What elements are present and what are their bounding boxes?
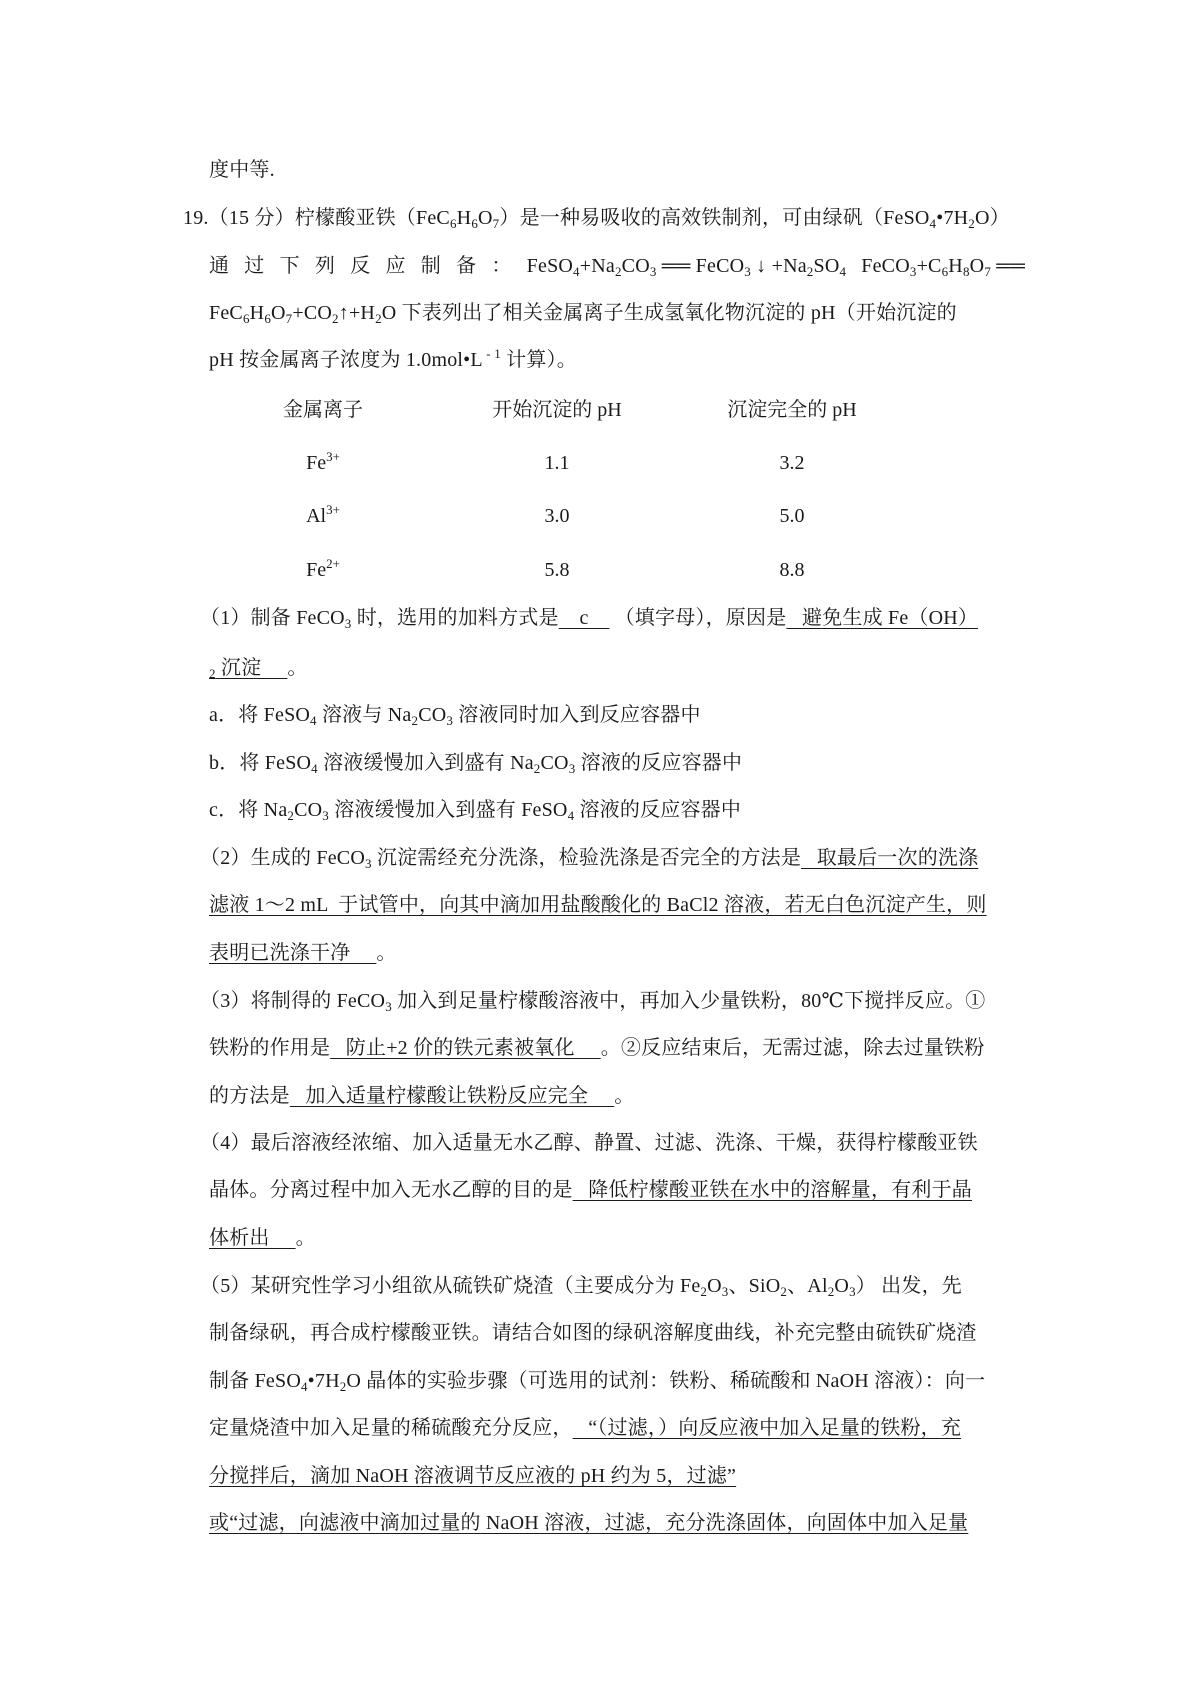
text: CO: [621, 255, 650, 277]
text: FeSO: [526, 255, 574, 277]
subscript: 4: [300, 1379, 308, 1394]
part-3-line-3: [209, 1082, 1029, 1110]
text: 溶液缓慢加入到盛有 Na: [317, 752, 534, 774]
text: 反: [350, 255, 371, 277]
text: H: [249, 302, 265, 324]
text: 柠檬酸亚铁（FeC: [294, 207, 450, 229]
equation-1: [527, 252, 847, 280]
question-19-intro-line-3: [209, 299, 1029, 327]
answer-blank: “（过滤，）向反应液中加入足量的铁粉，充: [572, 1417, 962, 1439]
answer-blank: 体析出: [209, 1227, 296, 1249]
text: 计算）。: [500, 349, 577, 371]
subscript: 3: [364, 856, 372, 871]
subscript: 6: [941, 264, 949, 279]
subscript: 6: [449, 216, 457, 231]
text: （1）制备 FeCO: [200, 607, 345, 629]
text: c．将 Na: [209, 799, 288, 821]
subscript: 2: [339, 1379, 347, 1394]
subscript: 4: [310, 713, 317, 728]
subscript: 2: [806, 264, 814, 279]
answer-blank: c: [558, 607, 610, 629]
subscript: 7: [285, 311, 293, 326]
text: 制: [420, 255, 441, 277]
subscript: 6: [264, 311, 272, 326]
option-c: [209, 796, 1029, 824]
text: 晶体。分离过程中加入无水乙醇的目的是: [209, 1179, 573, 1201]
table-header-complete-ph: 沉淀完全的 pH: [727, 399, 857, 421]
subscript: 4: [567, 808, 575, 823]
text: CO: [294, 799, 323, 821]
text: ══ FeCO: [656, 255, 745, 277]
text: O: [707, 1275, 722, 1297]
subscript: 6: [471, 216, 479, 231]
subscript: 2: [375, 311, 382, 326]
text: O: [478, 207, 493, 229]
text: O: [969, 255, 985, 277]
answer-blank: 加入适量柠檬酸让铁粉反应完全: [289, 1085, 615, 1107]
text: •7H: [307, 1370, 340, 1392]
text: ）是一种易吸收的高效铁制剂，可由绿矾（FeSO: [499, 207, 930, 229]
text: ） 出发，先: [855, 1275, 962, 1297]
text: +C: [916, 255, 942, 277]
table-cell-complete: 3.2: [779, 452, 805, 474]
part-1-line-1: [200, 604, 1020, 632]
subscript: 3: [344, 616, 352, 631]
subscript: 3: [721, 1284, 729, 1299]
part-1-line-2: [209, 654, 1029, 682]
text: 。: [376, 942, 397, 964]
text: （5）某研究性学习小组欲从硫铁矿烧渣（主要成分为 Fe: [200, 1275, 701, 1297]
part-2-line-3: [209, 939, 1029, 967]
text: （2）生成的 FeCO: [200, 847, 365, 869]
text: 溶液缓慢加入到盛有 FeSO: [329, 799, 568, 821]
text: ↑+H: [338, 302, 376, 324]
question-19-intro-line-4: [209, 346, 1029, 374]
text: pH 按金属离子浓度为 1.0mol•L: [209, 349, 483, 371]
subscript: 6: [242, 311, 250, 326]
text: 、SiO: [728, 1275, 781, 1297]
text: 。: [287, 657, 308, 679]
answer-blank: [209, 657, 287, 679]
text: （3）将制得的 FeCO: [200, 990, 386, 1012]
part-4-line-2: [209, 1176, 1029, 1204]
subscript: 7: [492, 216, 500, 231]
subscript: 3: [909, 264, 917, 279]
text: 。: [614, 1085, 635, 1107]
text: 溶液的反应容器中: [575, 752, 743, 774]
table-cell-ion: [306, 502, 340, 530]
answer-blank: 防止+2 价的铁元素被氧化: [330, 1037, 601, 1059]
part-5-line-3: [209, 1367, 1029, 1395]
text: 制备绿矾，再合成柠檬酸亚铁。请结合如图的绿矾溶解度曲线，补充完整由硫铁矿烧渣: [209, 1322, 977, 1344]
text: O）: [975, 207, 1010, 229]
text: 沉淀: [215, 657, 288, 679]
superscript: 3+: [326, 449, 340, 464]
text: O: [834, 1275, 850, 1297]
text: O 晶体的实验步骤（可选用的试剂：铁粉、稀硫酸和 NaOH 溶液）：向一: [346, 1370, 986, 1392]
subscript: 2: [411, 713, 419, 728]
table-cell-ion: [306, 556, 340, 584]
subscript: 8: [962, 264, 970, 279]
text: Fe: [306, 452, 327, 474]
superscript: 3+: [326, 502, 340, 517]
table-cell-complete: 8.8: [779, 559, 805, 581]
text: O: [271, 302, 286, 324]
question-points: （15 分）: [208, 207, 295, 229]
text: 过: [244, 255, 265, 277]
text: b．将 FeSO: [209, 752, 312, 774]
text: 溶液的反应容器中: [574, 799, 742, 821]
text: 铁粉的作用是: [209, 1037, 331, 1059]
table-cell-ion: [306, 449, 340, 477]
part-5-line-2: [209, 1319, 1029, 1347]
part-3-line-2: [209, 1034, 1029, 1062]
text: 。: [295, 1227, 316, 1249]
table-cell-start: 3.0: [544, 505, 570, 527]
subscript: 4: [573, 264, 580, 279]
text: a．将 FeSO: [209, 704, 311, 726]
subscript: 3: [385, 999, 392, 1014]
part-5-line-1: [200, 1272, 1020, 1300]
text: 沉淀需经充分洗涤，检验洗涤是否完全的方法是: [371, 847, 802, 869]
text: 下: [279, 255, 300, 277]
text: 定量烧渣中加入足量的稀硫酸充分反应，: [209, 1417, 573, 1439]
option-a: [209, 701, 1029, 729]
subscript: 2: [533, 761, 541, 776]
text: H: [948, 255, 963, 277]
question-19-equations-line: [209, 252, 1029, 280]
question-number: 19.: [183, 207, 209, 229]
subscript: 2: [700, 1284, 708, 1299]
question-19-intro-line-1: [183, 204, 1010, 232]
subscript: 2: [614, 264, 622, 279]
answer-blank: 表明已洗涤干净: [209, 942, 377, 964]
text: •7H: [936, 207, 969, 229]
text: 备: [456, 255, 477, 277]
part-5-line-5: [209, 1462, 1029, 1490]
part-2-line-1: [200, 844, 1020, 872]
text: 。②反应结束后，无需过滤，除去过量铁粉: [600, 1037, 985, 1059]
part-4-line-3: [209, 1224, 1029, 1252]
answer-blank: 滤液 1～2 mL 于试管中，向其中滴加用盐酸酸化的 BaCl2 溶液，若无白色沉淀产生，则: [209, 894, 987, 916]
option-b: [209, 749, 1029, 777]
part-5-line-6: [209, 1509, 1029, 1537]
subscript: 4: [311, 761, 318, 776]
text: H: [456, 207, 472, 229]
subscript: 3: [568, 761, 576, 776]
text: 通: [209, 255, 230, 277]
answer-blank: 分搅拌后，滴加 NaOH 溶液调节反应液的 pH 约为 5，过滤”: [209, 1465, 737, 1487]
part-2-line-2: [209, 891, 1029, 919]
previous-answer-tail: 度中等.: [209, 159, 275, 181]
text: 时，选用的加料方式是: [351, 607, 559, 629]
text: CO: [418, 704, 447, 726]
answer-blank: 或“过滤，向滤液中滴加过量的 NaOH 溶液，过滤，充分洗涤固体，向固体中加入足量: [209, 1512, 969, 1534]
text: +Na: [579, 255, 615, 277]
text: 应: [385, 255, 406, 277]
text: SO: [813, 255, 840, 277]
subscript: 3: [649, 264, 657, 279]
table-cell-start: 5.8: [544, 559, 570, 581]
text: Al: [306, 505, 327, 527]
text: Fe: [306, 559, 327, 581]
subscript: 3: [446, 713, 454, 728]
subscript: 2: [780, 1284, 788, 1299]
superscript: 2+: [326, 556, 340, 571]
text: FeCO: [861, 255, 910, 277]
text: 加入到足量柠檬酸溶液中，再加入少量铁粉，80℃下搅拌反应。①: [391, 990, 986, 1012]
text: （4）最后溶液经浓缩、加入适量无水乙醇、静置、过滤、洗涤、干燥，获得柠檬酸亚铁: [200, 1132, 978, 1154]
table-cell-start: 1.1: [544, 452, 570, 474]
text: ：: [491, 255, 512, 277]
part-4-line-1: [200, 1129, 1020, 1157]
text: CO: [540, 752, 569, 774]
subscript: 2: [827, 1284, 835, 1299]
table-header-ion: 金属离子: [283, 399, 363, 421]
part-3-line-1: [200, 987, 1020, 1015]
subscript: 3: [322, 808, 329, 823]
text: +CO: [292, 302, 333, 324]
subscript: 4: [929, 216, 937, 231]
equation-2: [861, 252, 1025, 280]
text: ══: [991, 255, 1025, 277]
subscript: 3: [849, 1284, 856, 1299]
text: O 下表列出了相关金属离子生成氢氧化物沉淀的 pH（开始沉淀的: [381, 302, 957, 324]
subscript: 2: [287, 808, 295, 823]
superscript: - 1: [482, 346, 501, 361]
text: 溶液同时加入到反应容器中: [453, 704, 701, 726]
text: FeC: [209, 302, 243, 324]
subscript: 3: [744, 264, 751, 279]
text: 溶液与 Na: [316, 704, 412, 726]
answer-blank: 取最后一次的洗涤: [801, 847, 979, 869]
table-cell-complete: 5.0: [779, 505, 805, 527]
answer-blank: 降低柠檬酸亚铁在水中的溶解量，有利于晶: [572, 1179, 973, 1201]
part-5-line-4: [209, 1414, 1029, 1442]
subscript: 7: [984, 264, 992, 279]
subscript: 2: [968, 216, 975, 231]
text: 的方法是: [209, 1085, 290, 1107]
subscript: 2: [332, 311, 339, 326]
subscript: 4: [839, 264, 847, 279]
text: （填字母），原因是: [609, 607, 787, 629]
text: 列: [314, 255, 336, 277]
answer-blank: 避免生成 Fe（OH）: [786, 607, 979, 629]
text: 制备 FeSO: [209, 1370, 301, 1392]
text: ↓ +Na: [750, 255, 807, 277]
text: 、Al: [787, 1275, 828, 1297]
subscript: 2: [209, 666, 216, 681]
equations-row: [209, 252, 1025, 280]
table-header-start-ph: 开始沉淀的 pH: [492, 399, 622, 421]
